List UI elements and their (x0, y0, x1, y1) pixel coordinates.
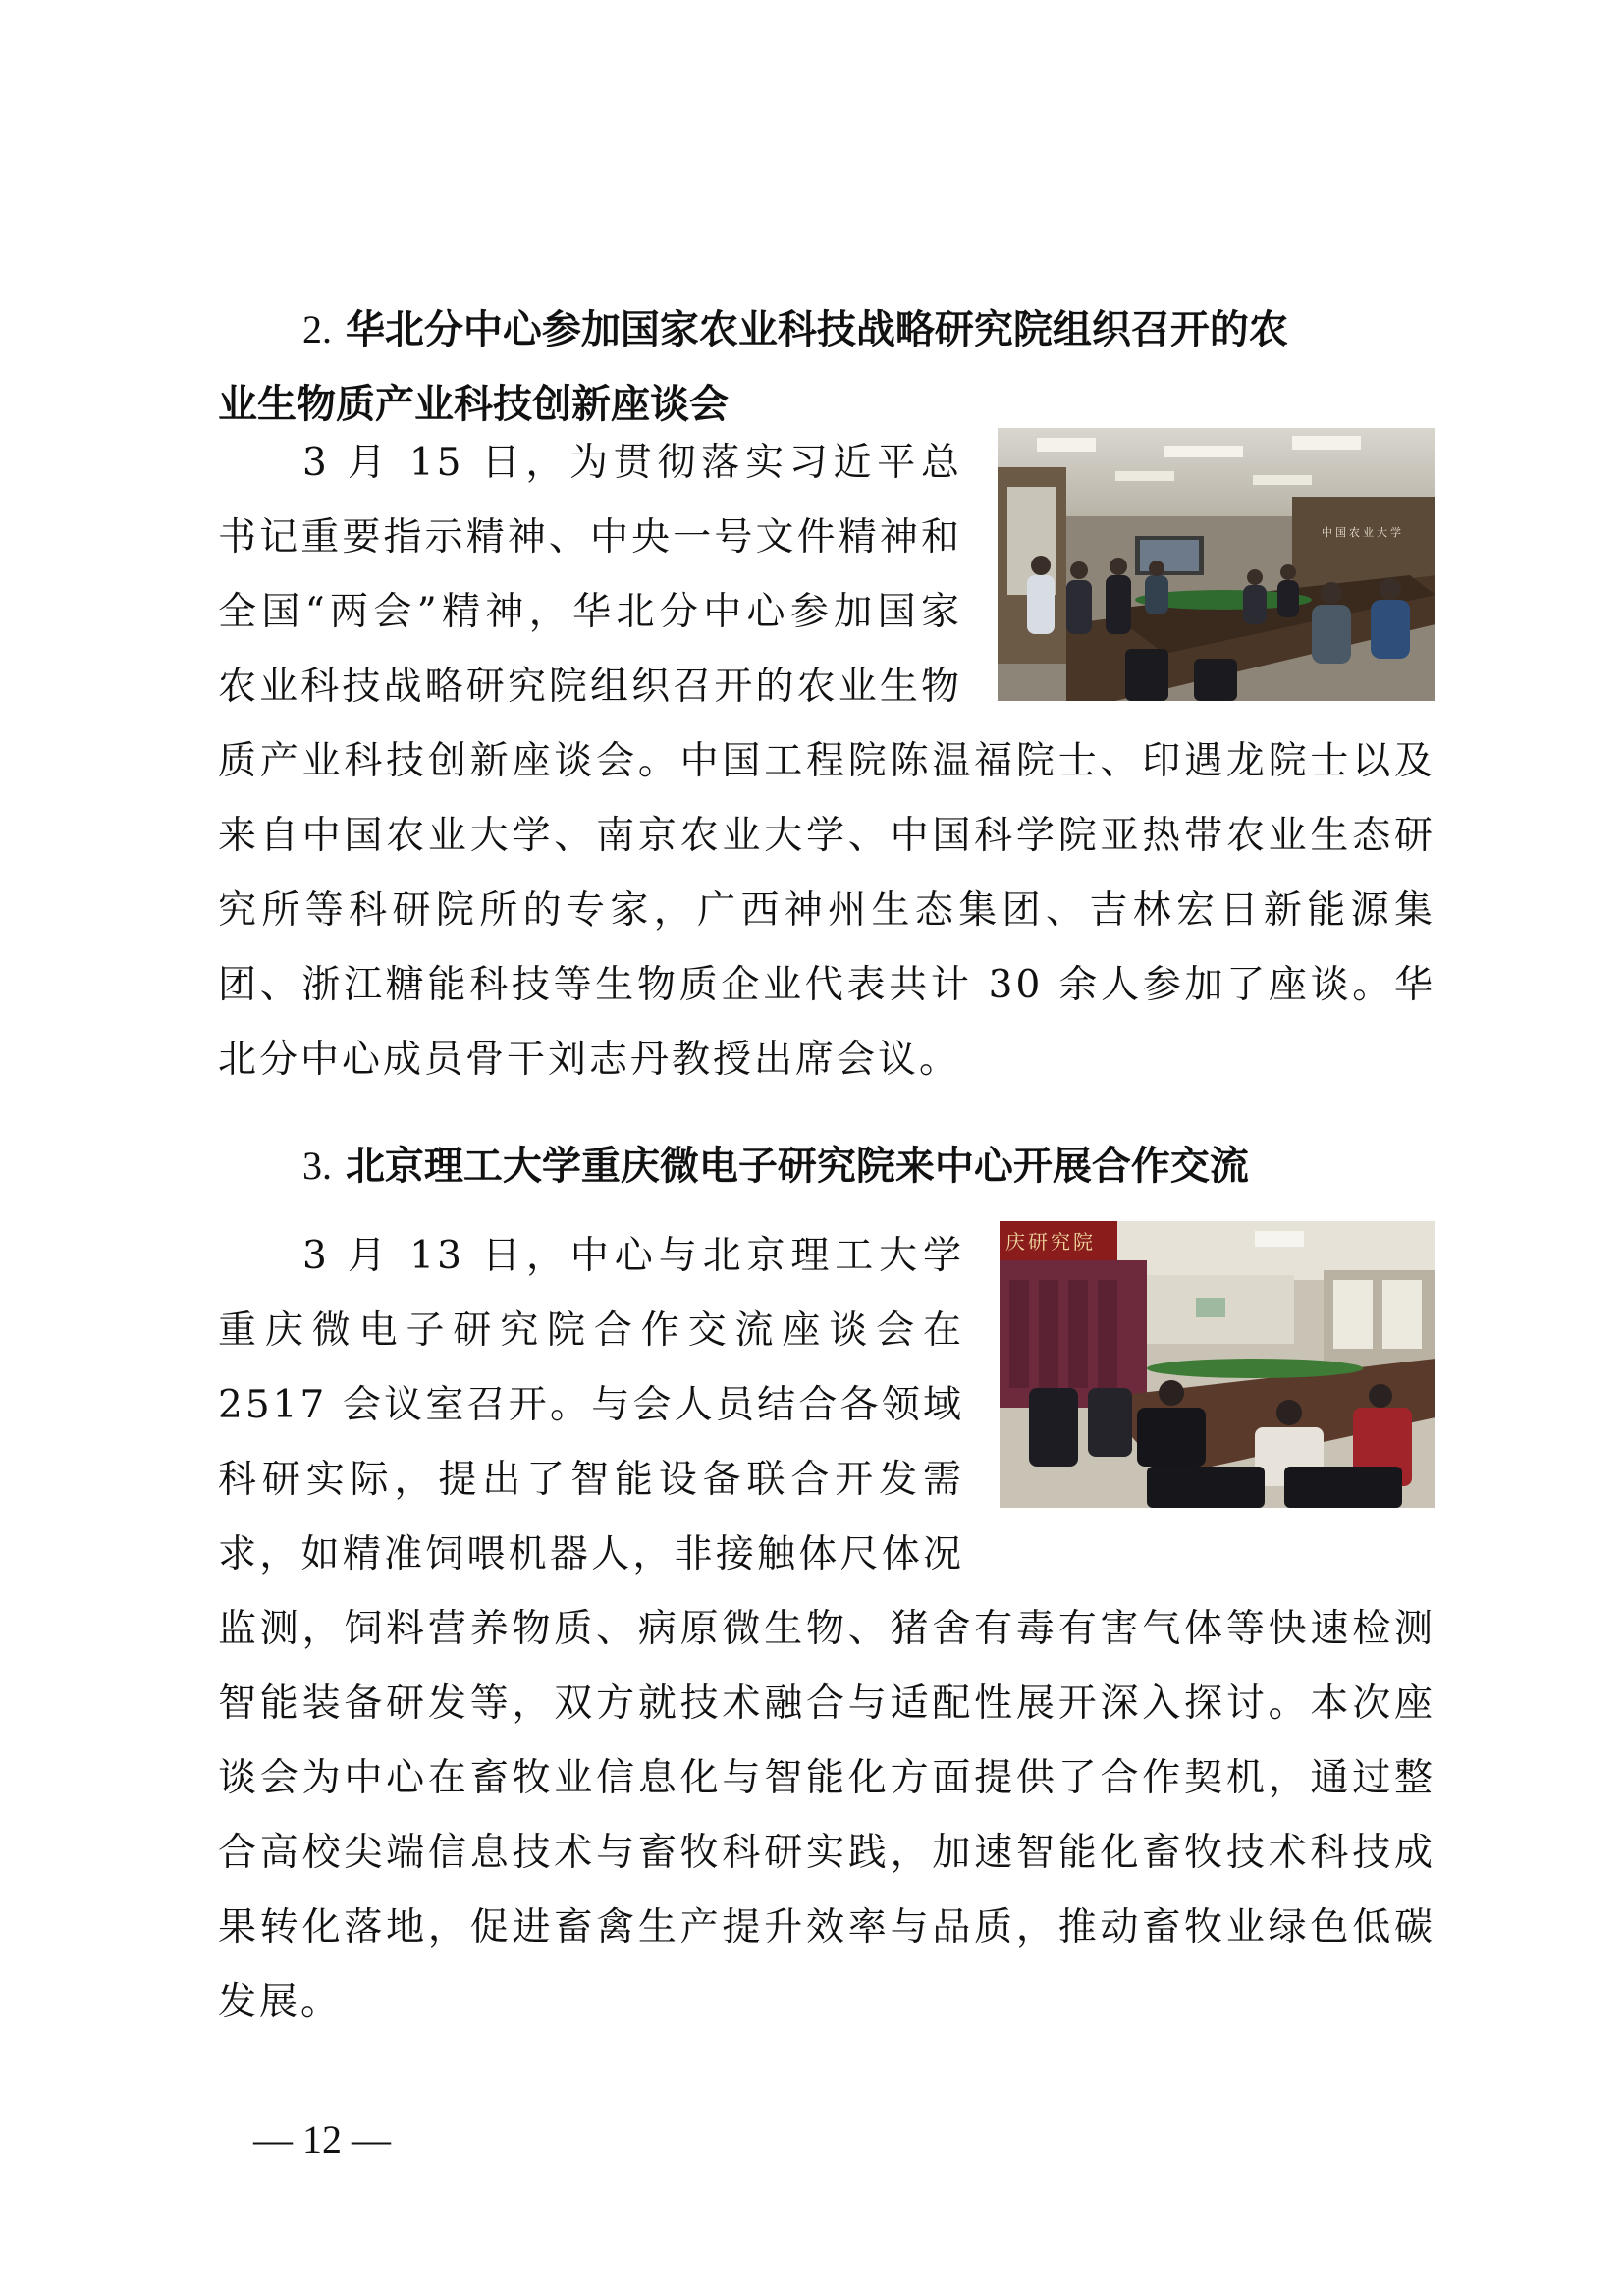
section-2-title-line1: 华北分中心参加国家农业科技战略研究院组织召开的农 (345, 307, 1288, 352)
page-number: — 12 — (253, 2117, 391, 2162)
section-3-heading (218, 1129, 1435, 1203)
wall-sign-text: 中国农业大学 (1322, 526, 1404, 539)
section-2-number: 2. (302, 307, 332, 351)
meeting-photo-1 (998, 428, 1435, 701)
section-3-title: 北京理工大学重庆微电子研究院来中心开展合作交流 (345, 1144, 1249, 1189)
section-3-text: 3 月 13 日，中心与北京理工大学重庆微电子研究院合作交流座谈会在 2517 会议室召开。与会人员结合各领域科研实际，提出了智能设备联合开发需求，如精准饲喂机器人，非接触体尺体况监测，饲料营养物质、病原微生物、猪舍有毒有害气体等快速检测智能装备研发等，双方就技术融合与适配性展开深入探讨。本次座谈会为中心在畜牧业信息化与智能化方面提供了合作契机，通过整合高校尖端信息技术与畜牧科研实践，加速智能化畜牧技术科技成果转化落地，促进畜禽生产提升效率与品质，推动畜牧业绿色低碳发展。 (218, 1234, 1435, 2024)
meeting-photo-2 (1000, 1221, 1435, 1508)
section-2-title-line2: 业生物质产业科技创新座谈会 (218, 382, 729, 427)
section-3-number: 3. (302, 1144, 332, 1188)
section-3-body (218, 1219, 1435, 2040)
banner-text: 庆研究院 (1005, 1230, 1096, 1254)
section-2-heading (218, 293, 1435, 367)
section-2-text: 3 月 15 日，为贯彻落实习近平总书记重要指示精神、中央一号文件精神和全国“两会”精神，华北分中心参加国家农业科技战略研究院组织召开的农业生物质产业科技创新座谈会。中国工程院陈温福院士、印遇龙院士以及来自中国农业大学、南京农业大学、中国科学院亚热带农业生态研究所等科研院所的专家，广西神州生态集团、吉林宏日新能源集团、浙江糖能科技等生物质企业代表共计 30 余人参加了座谈。华北分中心成员骨干刘志丹教授出席会议。 (218, 441, 1435, 1082)
section-2-body (218, 426, 1435, 1097)
